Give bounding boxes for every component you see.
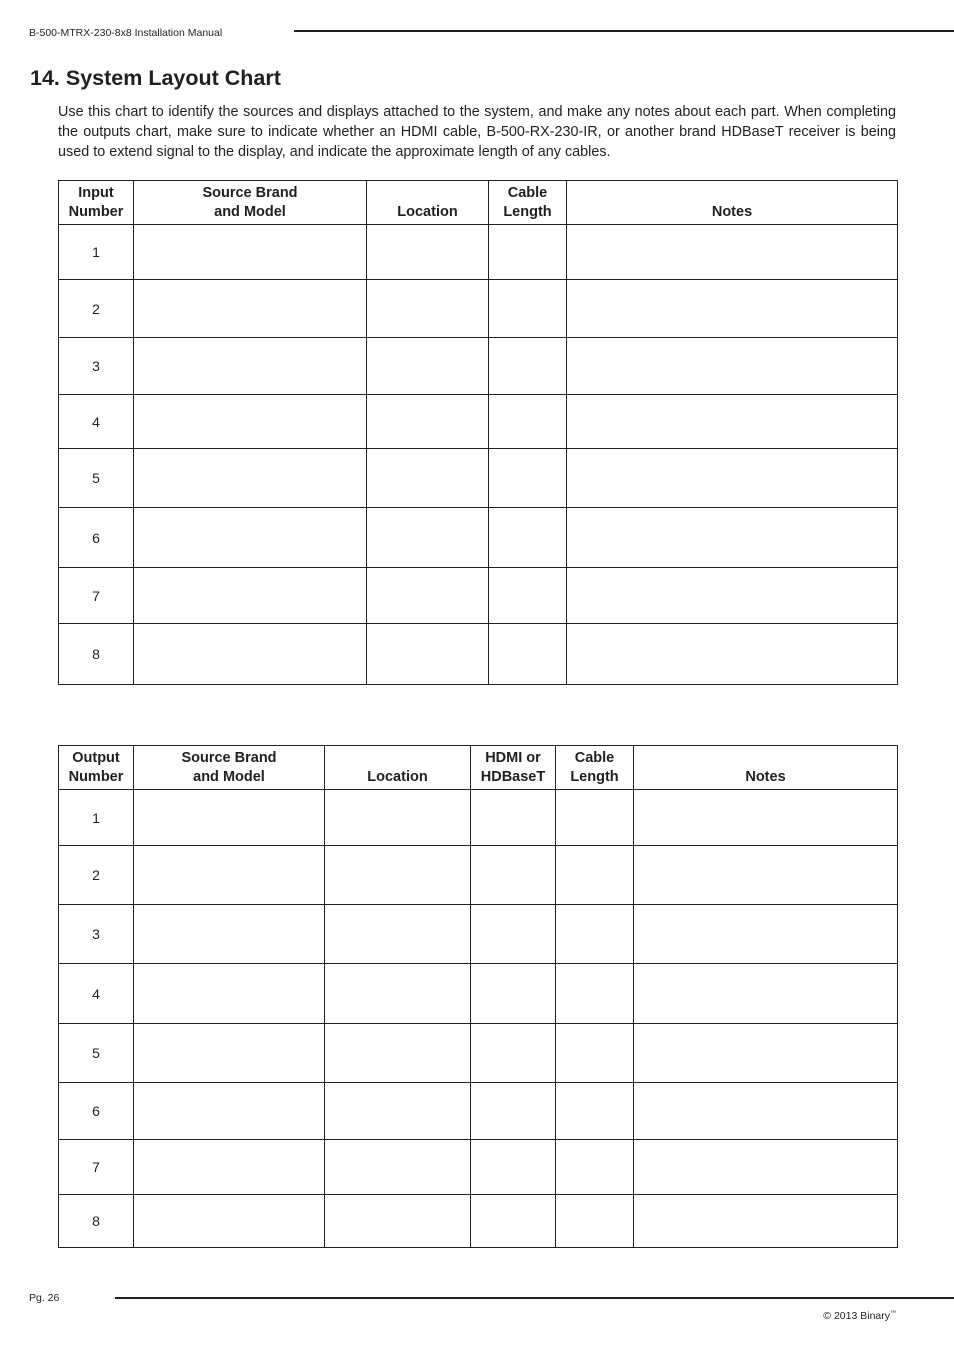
table-row: [59, 508, 898, 568]
notes-cell[interactable]: [567, 568, 898, 624]
section-title: 14. System Layout Chart: [30, 66, 281, 90]
header-rule: [294, 30, 954, 32]
hdmi-or-hdbaset-cell[interactable]: [471, 1140, 556, 1195]
header-label: Source Brand and Model: [181, 750, 277, 785]
header-hdmi-or-hdbaset: [471, 746, 556, 790]
header-label: Cable Length: [503, 185, 552, 220]
row-number: 6: [59, 1083, 134, 1140]
header-label: HDMI or HDBaseT: [480, 750, 546, 785]
header-label: Notes: [745, 769, 786, 785]
table-row: [59, 624, 898, 685]
table-row: [59, 1024, 898, 1083]
cable-length-cell[interactable]: [556, 846, 634, 905]
header-notes: [567, 181, 898, 225]
cable-length-cell[interactable]: [556, 1083, 634, 1140]
source-brand-cell[interactable]: [134, 1140, 325, 1195]
cable-length-cell[interactable]: [489, 508, 567, 568]
header-source-brand: [134, 181, 367, 225]
row-number: 2: [59, 280, 134, 338]
source-brand-cell[interactable]: [134, 624, 367, 685]
hdmi-or-hdbaset-cell[interactable]: [471, 1195, 556, 1248]
location-cell[interactable]: [367, 568, 489, 624]
location-cell[interactable]: [367, 624, 489, 685]
row-number: 3: [59, 338, 134, 395]
hdmi-or-hdbaset-cell[interactable]: [471, 790, 556, 846]
row-number: 7: [59, 1140, 134, 1195]
cable-length-cell[interactable]: [489, 568, 567, 624]
cable-length-cell[interactable]: [489, 225, 567, 280]
table-row: [59, 395, 898, 449]
input-chart: [58, 180, 898, 685]
row-number: 4: [59, 964, 134, 1024]
copyright-notice: [823, 1310, 896, 1322]
table-row: [59, 1140, 898, 1195]
location-cell[interactable]: [367, 449, 489, 508]
notes-cell[interactable]: [567, 449, 898, 508]
cable-length-cell[interactable]: [556, 1195, 634, 1248]
notes-cell[interactable]: [634, 964, 898, 1024]
row-number: 1: [59, 790, 134, 846]
notes-cell[interactable]: [567, 225, 898, 280]
location-cell[interactable]: [325, 905, 471, 964]
cable-length-cell[interactable]: [489, 280, 567, 338]
header-output-number: [59, 746, 134, 790]
location-cell[interactable]: [367, 280, 489, 338]
header-label: Input Number: [68, 185, 124, 220]
cable-length-cell[interactable]: [556, 1024, 634, 1083]
notes-cell[interactable]: [567, 280, 898, 338]
page-number: Pg. 26: [29, 1292, 60, 1304]
document-title: B-500-MTRX-230-8x8 Installation Manual: [29, 27, 223, 39]
hdmi-or-hdbaset-cell[interactable]: [471, 1024, 556, 1083]
input-header-row: [59, 181, 898, 225]
table-row: [59, 280, 898, 338]
cable-length-cell[interactable]: [556, 905, 634, 964]
location-cell[interactable]: [325, 1195, 471, 1248]
location-cell[interactable]: [325, 964, 471, 1024]
notes-cell[interactable]: [634, 1140, 898, 1195]
hdmi-or-hdbaset-cell[interactable]: [471, 1083, 556, 1140]
row-number: 7: [59, 568, 134, 624]
header-notes: [634, 746, 898, 790]
header-label: Output Number: [68, 750, 124, 785]
table-row: [59, 568, 898, 624]
cable-length-cell[interactable]: [489, 449, 567, 508]
row-number: 6: [59, 508, 134, 568]
header-cable-length: [489, 181, 567, 225]
notes-cell[interactable]: [634, 905, 898, 964]
header-input-number: [59, 181, 134, 225]
location-cell[interactable]: [325, 846, 471, 905]
source-brand-cell[interactable]: [134, 1083, 325, 1140]
header-label: Cable Length: [570, 750, 619, 785]
intro-paragraph: Use this chart to identify the sources and displays attached to the system, and make any notes about each part. When completing the outputs chart, make sure to indicate whether an HDMI cable, B-500-RX-230-IR, or another brand HDBaseT receiver is being used to extend signal to the display, and indicate the approximate length of any cables.: [58, 104, 896, 160]
row-number: 5: [59, 449, 134, 508]
hdmi-or-hdbaset-cell[interactable]: [471, 846, 556, 905]
row-number: 8: [59, 1195, 134, 1248]
location-cell[interactable]: [367, 338, 489, 395]
row-number: 4: [59, 395, 134, 449]
notes-cell[interactable]: [567, 395, 898, 449]
source-brand-cell[interactable]: [134, 225, 367, 280]
header-cable-length: [556, 746, 634, 790]
source-brand-cell[interactable]: [134, 1195, 325, 1248]
output-header-row: [59, 746, 898, 790]
copyright-text: © 2013 Binary: [823, 1310, 890, 1322]
source-brand-cell[interactable]: [134, 568, 367, 624]
trademark-symbol: ™: [890, 1310, 896, 1317]
hdmi-or-hdbaset-cell[interactable]: [471, 964, 556, 1024]
location-cell[interactable]: [325, 1024, 471, 1083]
table-row: [59, 338, 898, 395]
header-label: Location: [397, 204, 458, 220]
cable-length-cell[interactable]: [489, 624, 567, 685]
source-brand-cell[interactable]: [134, 449, 367, 508]
source-brand-cell[interactable]: [134, 790, 325, 846]
source-brand-cell[interactable]: [134, 905, 325, 964]
location-cell[interactable]: [367, 225, 489, 280]
source-brand-cell[interactable]: [134, 964, 325, 1024]
table-row: [59, 1083, 898, 1140]
location-cell[interactable]: [325, 1140, 471, 1195]
header-location: [325, 746, 471, 790]
table-row: [59, 449, 898, 508]
notes-cell[interactable]: [634, 1083, 898, 1140]
notes-cell[interactable]: [567, 508, 898, 568]
cable-length-cell[interactable]: [556, 790, 634, 846]
header-label: Source Brand and Model: [202, 185, 298, 220]
location-cell[interactable]: [367, 395, 489, 449]
header-label: Notes: [711, 204, 753, 220]
notes-cell[interactable]: [634, 1195, 898, 1248]
table-row: [59, 225, 898, 280]
row-number: 5: [59, 1024, 134, 1083]
table-row: [59, 1195, 898, 1248]
row-number: 8: [59, 624, 134, 685]
source-brand-cell[interactable]: [134, 395, 367, 449]
cable-length-cell[interactable]: [556, 964, 634, 1024]
hdmi-or-hdbaset-cell[interactable]: [471, 905, 556, 964]
cable-length-cell[interactable]: [556, 1140, 634, 1195]
header-source-brand: [134, 746, 325, 790]
location-cell[interactable]: [367, 508, 489, 568]
footer-rule: [115, 1297, 954, 1299]
cable-length-cell[interactable]: [489, 338, 567, 395]
source-brand-cell[interactable]: [134, 280, 367, 338]
table-row: [59, 846, 898, 905]
row-number: 1: [59, 225, 134, 280]
source-brand-cell[interactable]: [134, 338, 367, 395]
header-location: [367, 181, 489, 225]
location-cell[interactable]: [325, 790, 471, 846]
source-brand-cell[interactable]: [134, 846, 325, 905]
output-chart: [58, 745, 898, 1248]
notes-cell[interactable]: [567, 624, 898, 685]
source-brand-cell[interactable]: [134, 1024, 325, 1083]
table-row: [59, 964, 898, 1024]
location-cell[interactable]: [325, 1083, 471, 1140]
notes-cell[interactable]: [634, 846, 898, 905]
row-number: 2: [59, 846, 134, 905]
table-row: [59, 790, 898, 846]
header-label: Location: [367, 769, 428, 785]
table-row: [59, 905, 898, 964]
cable-length-cell[interactable]: [489, 395, 567, 449]
source-brand-cell[interactable]: [134, 508, 367, 568]
notes-cell[interactable]: [567, 338, 898, 395]
notes-cell[interactable]: [634, 790, 898, 846]
row-number: 3: [59, 905, 134, 964]
notes-cell[interactable]: [634, 1024, 898, 1083]
